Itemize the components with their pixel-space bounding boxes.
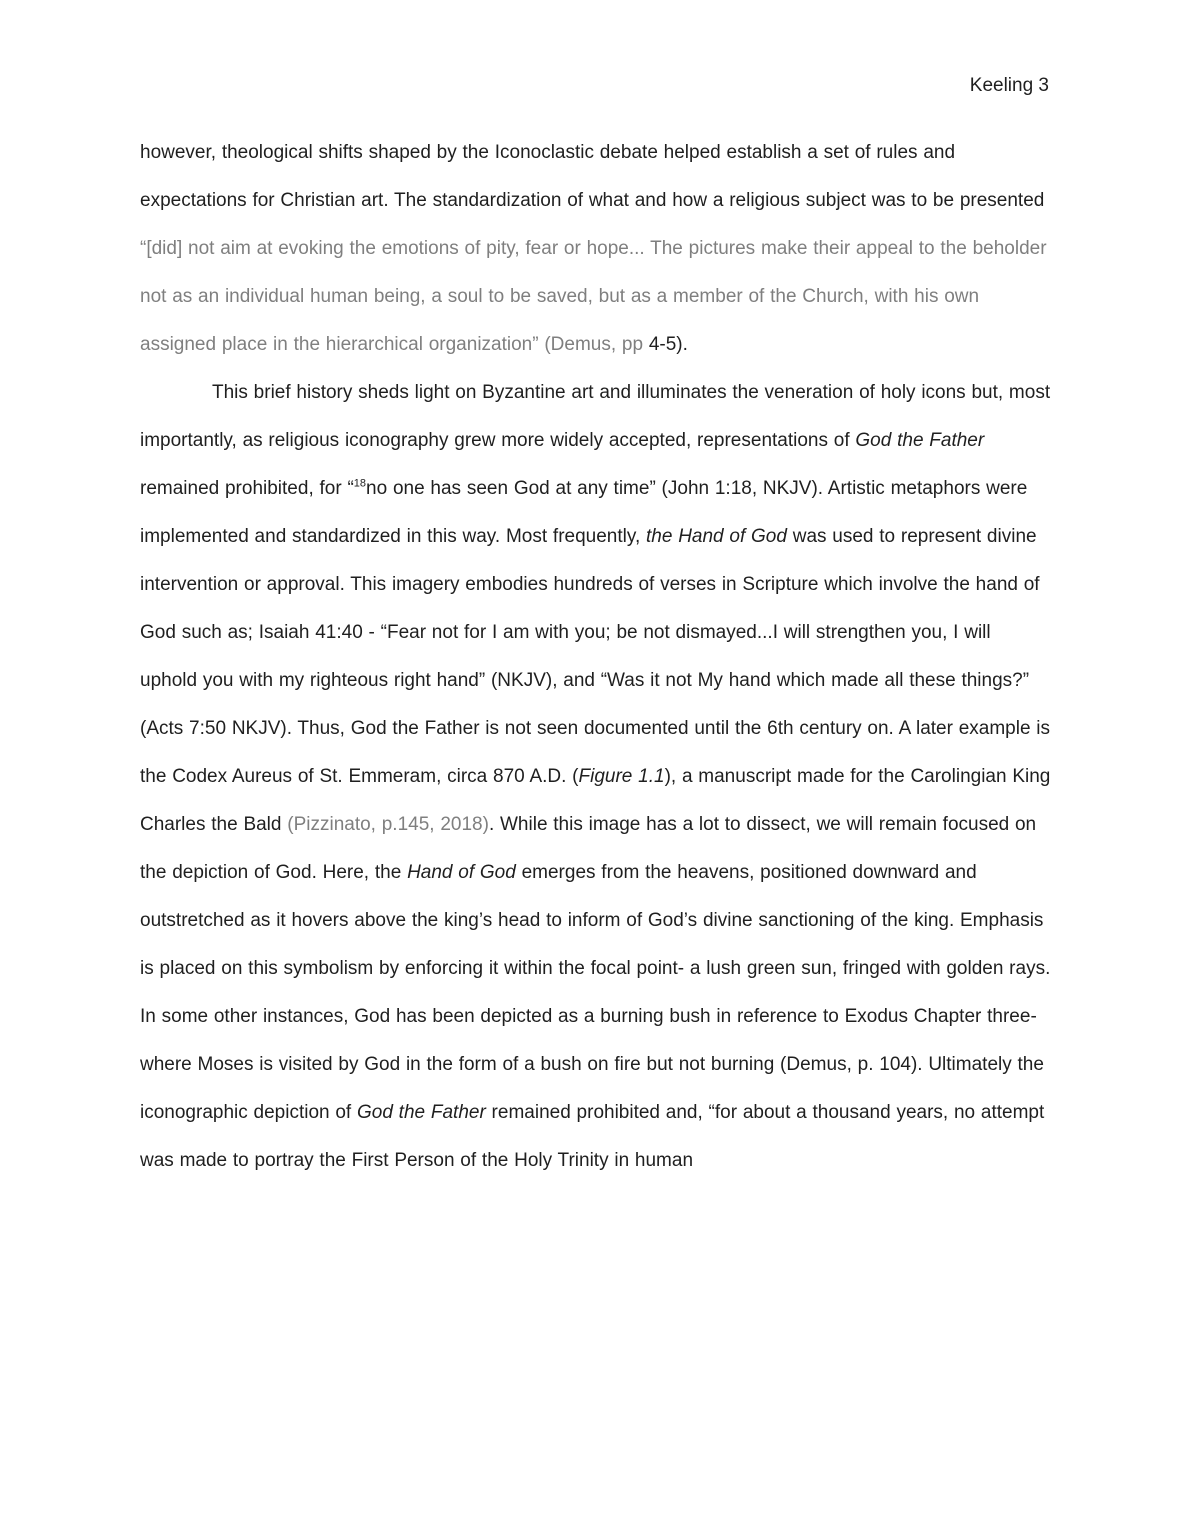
text-run: emerges from the heavens, positioned downward and outstretched as it hovers above the king’s head to inform of God’s divine sanctioning of the king. Emphasis is placed on this symbolism by enforcing it within the focal point- a lush green sun, fringed with golden rays. In some other instances, God has been depicted as a burning bush in reference to Exodus Chapter three- where Moses is visited by God in the form of a bush on fire but not burning (Demus, p. 104). Ultimately the iconographic depiction of bbox=[140, 862, 1051, 1123]
text-run: Hand of God bbox=[407, 862, 516, 883]
essay-body bbox=[140, 129, 1052, 1185]
text-run: however, theological shifts shaped by the Iconoclastic debate helped establish a set of rules and expectations for Christian art. The standardization of what and how a religious subject was to be presented bbox=[140, 142, 1045, 211]
text-run: . While this image has a lot to dissect, we will remain focused on the depiction of God. Here, the bbox=[140, 814, 1037, 883]
text-run: 4-5). bbox=[648, 334, 688, 355]
page-header-number: Keeling 3 bbox=[969, 75, 1049, 96]
paragraph bbox=[140, 369, 1052, 1185]
text-run: ), a manuscript made for the Carolingian King Charles the Bald bbox=[140, 766, 1051, 835]
text-run: remained prohibited, for “ bbox=[140, 478, 354, 499]
text-run: God the Father bbox=[855, 430, 985, 451]
text-run: the Hand of God bbox=[646, 526, 787, 547]
text-run: no one has seen God at any time” (John 1:18, NKJV). Artistic metaphors were implemented and standardized in this way. Most frequently, bbox=[140, 478, 1028, 547]
text-run: remained prohibited and, “for about a thousand years, no attempt was made to portray the First Person of the Holy Trinity in human bbox=[140, 1102, 1045, 1171]
text-run: 18 bbox=[353, 477, 367, 490]
text-run: God the Father bbox=[356, 1102, 486, 1123]
text-run: was used to represent divine intervention or approval. This imagery embodies hundreds of verses in Scripture which involve the hand of God such as; Isaiah 41:40 - “Fear not for I am with you; be not dismayed...I will strengthen you, I will uphold you with my righteous right hand” (NKJV), and “Was it not My hand which made all these things?” (Acts 7:50 NKJV). Thus, God the Father is not seen documented until the 6th century on. A later example is the Codex Aureus of St. Emmeram, circa 870 A.D. ( bbox=[140, 526, 1051, 787]
text-run: This brief history sheds light on Byzantine art and illuminates the veneration of holy icons but, most importantly, as religious iconography grew more widely accepted, representations of bbox=[140, 382, 1051, 451]
text-run: Figure 1.1 bbox=[578, 766, 665, 787]
text-run: (Pizzinato, p.145, 2018) bbox=[287, 814, 489, 835]
text-run: “[did] not aim at evoking the emotions of pity, fear or hope... The pictures make their appeal to the beholder not as an individual human being, a soul to be saved, but as a member of the Church, with his own assigned place in the hierarchical organization” (Demus, pp bbox=[140, 238, 1047, 355]
paragraph bbox=[140, 129, 1052, 369]
